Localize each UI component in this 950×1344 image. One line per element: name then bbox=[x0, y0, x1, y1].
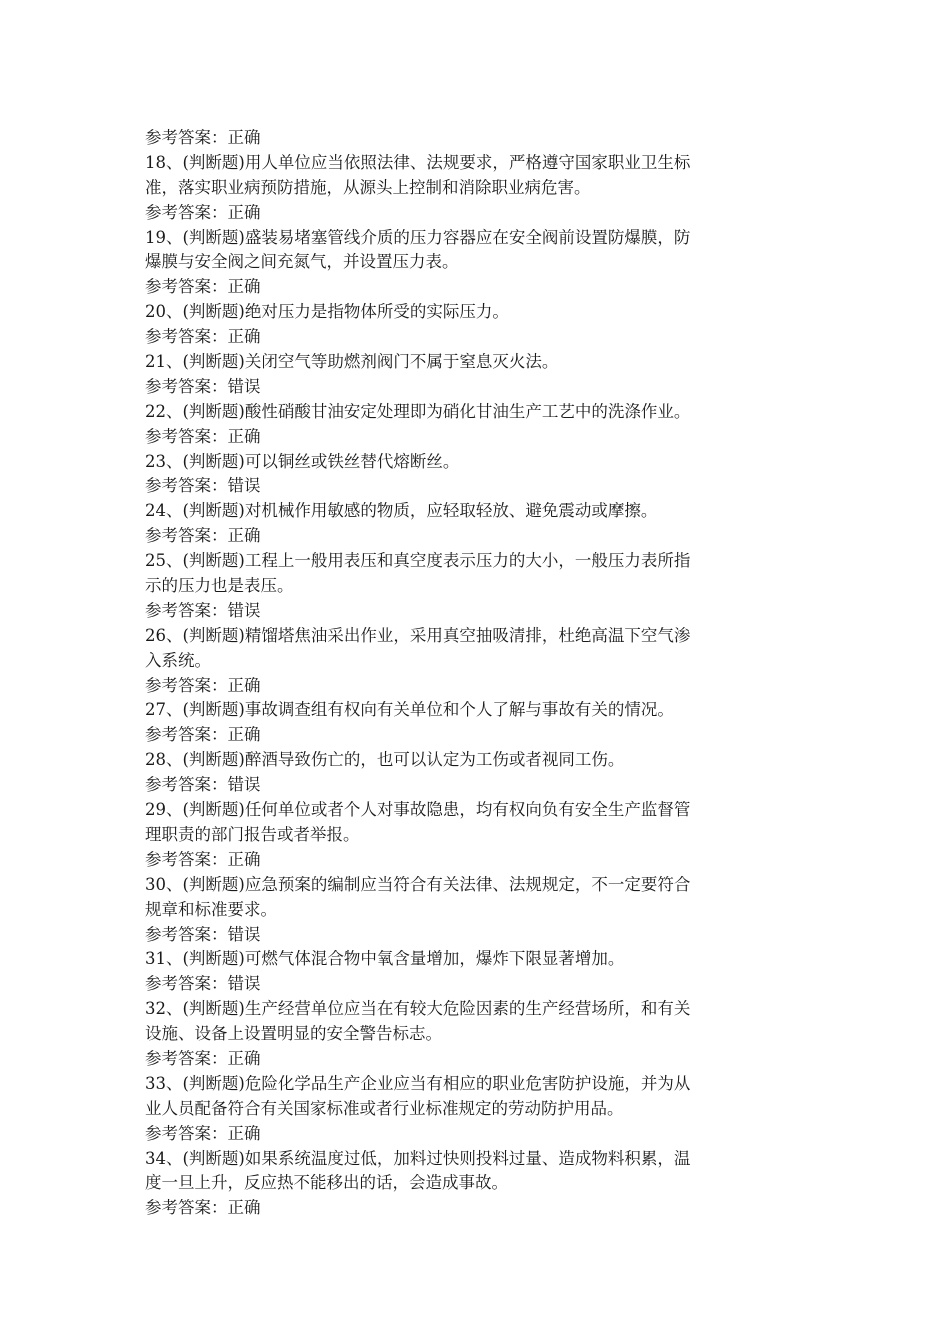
answer-line: 参考答案：正确 bbox=[145, 202, 261, 222]
question-line: 准，落实职业病预防措施，从源头上控制和消除职业病危害。 bbox=[145, 177, 591, 197]
answer-line: 参考答案：错误 bbox=[145, 600, 261, 620]
question-line: 20、(判断题)绝对压力是指物体所受的实际压力。 bbox=[145, 302, 509, 322]
question-line: 27、(判断题)事故调查组有权向有关单位和个人了解与事故有关的情况。 bbox=[145, 700, 674, 720]
answer-line: 参考答案：错误 bbox=[145, 476, 261, 496]
question-line: 22、(判断题)酸性硝酸甘油安定处理即为硝化甘油生产工艺中的洗涤作业。 bbox=[145, 401, 691, 421]
answer-line: 参考答案：正确 bbox=[145, 1048, 261, 1068]
answer-line: 参考答案：正确 bbox=[145, 1123, 261, 1143]
answer-line: 参考答案：错误 bbox=[145, 376, 261, 396]
question-line: 度一旦上升，反应热不能移出的话，会造成事故。 bbox=[145, 1173, 508, 1193]
question-line: 31、(判断题)可燃气体混合物中氧含量增加，爆炸下限显著增加。 bbox=[145, 949, 625, 969]
question-line: 32、(判断题)生产经营单位应当在有较大危险因素的生产经营场所，和有关 bbox=[145, 999, 691, 1019]
answer-line: 参考答案：错误 bbox=[145, 974, 261, 994]
question-line: 爆膜与安全阀之间充氮气，并设置压力表。 bbox=[145, 252, 459, 272]
answer-line: 参考答案：正确 bbox=[145, 277, 261, 297]
question-line: 33、(判断题)危险化学品生产企业应当有相应的职业危害防护设施，并为从 bbox=[145, 1073, 691, 1093]
question-line: 29、(判断题)任何单位或者个人对事故隐患，均有权向负有安全生产监督管 bbox=[145, 800, 691, 820]
question-line: 入系统。 bbox=[145, 650, 211, 670]
answer-line: 参考答案：正确 bbox=[145, 849, 261, 869]
question-line: 24、(判断题)对机械作用敏感的物质，应轻取轻放、避免震动或摩擦。 bbox=[145, 501, 658, 521]
answer-line: 参考答案：正确 bbox=[145, 426, 261, 446]
question-line: 25、(判断题)工程上一般用表压和真空度表示压力的大小，一般压力表所指 bbox=[145, 551, 691, 571]
question-line: 业人员配备符合有关国家标准或者行业标准规定的劳动防护用品。 bbox=[145, 1098, 624, 1118]
answer-line: 参考答案：正确 bbox=[145, 675, 261, 695]
question-line: 规章和标准要求。 bbox=[145, 899, 277, 919]
question-line: 30、(判断题)应急预案的编制应当符合有关法律、法规规定，不一定要符合 bbox=[145, 874, 691, 894]
question-line: 28、(判断题)醉酒导致伤亡的，也可以认定为工伤或者视同工伤。 bbox=[145, 750, 625, 770]
answer-line: 参考答案：错误 bbox=[145, 775, 261, 795]
document-body bbox=[145, 126, 815, 1221]
question-line: 19、(判断题)盛装易堵塞管线介质的压力容器应在安全阀前设置防爆膜，防 bbox=[145, 227, 691, 247]
question-line: 18、(判断题)用人单位应当依照法律、法规要求，严格遵守国家职业卫生标 bbox=[145, 152, 691, 172]
question-line: 理职责的部门报告或者举报。 bbox=[145, 824, 360, 844]
answer-line: 参考答案：正确 bbox=[145, 128, 261, 147]
answer-line: 参考答案：错误 bbox=[145, 924, 261, 944]
answer-line: 参考答案：正确 bbox=[145, 327, 261, 347]
question-line: 示的压力也是表压。 bbox=[145, 576, 294, 596]
answer-line: 参考答案：正确 bbox=[145, 725, 261, 745]
question-line: 设施、设备上设置明显的安全警告标志。 bbox=[145, 1024, 442, 1044]
answer-line: 参考答案：正确 bbox=[145, 1198, 261, 1218]
question-line: 26、(判断题)精馏塔焦油采出作业，采用真空抽吸清排，杜绝高温下空气渗 bbox=[145, 625, 691, 645]
answer-line: 参考答案：正确 bbox=[145, 526, 261, 546]
question-line: 34、(判断题)如果系统温度过低，加料过快则投料过量、造成物料积累，温 bbox=[145, 1148, 691, 1168]
question-line: 23、(判断题)可以铜丝或铁丝替代熔断丝。 bbox=[145, 451, 460, 471]
question-line: 21、(判断题)关闭空气等助燃剂阀门不属于窒息灭火法。 bbox=[145, 352, 559, 372]
